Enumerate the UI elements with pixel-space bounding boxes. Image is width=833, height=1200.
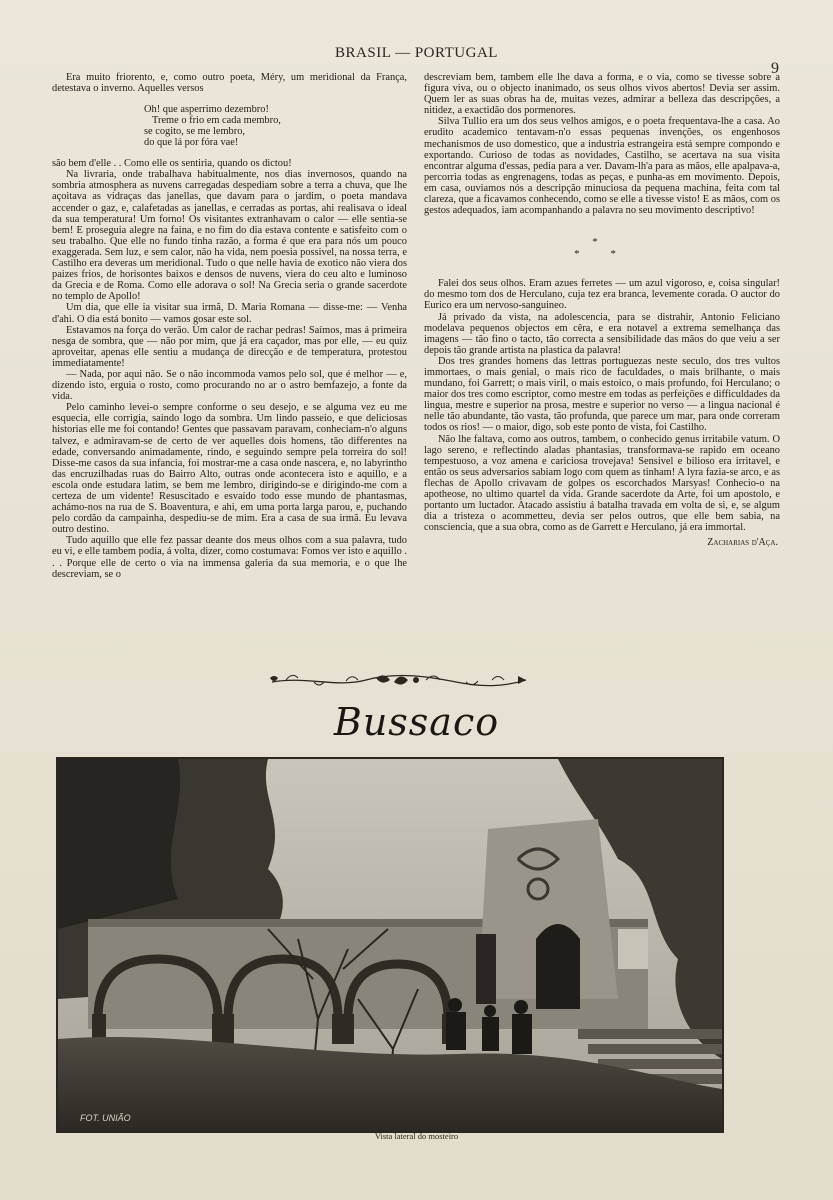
verse-quote bbox=[144, 104, 407, 148]
verse-line: se cogito, se me lembro, bbox=[144, 126, 245, 138]
verse-line: Oh! que asperrimo dezembro! bbox=[144, 104, 269, 116]
photo-caption: Vista lateral do mosteiro bbox=[374, 1131, 459, 1141]
author-signature: Zacharias d'Aça. bbox=[707, 537, 778, 549]
right-column bbox=[424, 72, 780, 548]
body-paragraph: Dos tres grandes homens das lettras portuguezas neste seculo, dos tres vultos immortaes, o mais genial, o mais rico de faculdades, o mais brilhante, o mais mundano, foi Garrett; o mais viril, o mais estoico, o mais profundo, foi Herculano; o maior dos tres como escriptor, como mestre em todas as perfeições e difficuldades da lingua, mestre e superior na prosa, mestre e superior no verso — a lingua nacional é nelle tão abundante, tão vasta, tão profunda, que parece um mar, para onde correram todos os rios! — o maior, digo, sob este ponto de vista, foi Castilho. bbox=[424, 355, 780, 434]
intro-paragraph: Era muito friorento, e, como outro poeta, Méry, um meridional da França, detestava o inverno. Aquelles versos bbox=[52, 72, 407, 95]
body-paragraph: descreviam bem, tambem elle lhe dava a forma, e o via, como se tivesse sobre a figura viva, ou o objecto inanimado, os seus olhos vivos abertos! Devia ser assim. Quem ler as suas obras ha de, muitas vezes, admirar a belleza das descripções, a nitidez, a exactidão dos pormenores. bbox=[424, 72, 780, 117]
photo-engraving bbox=[58, 759, 722, 1131]
body-paragraph: Não lhe faltava, como aos outros, tambem, o conhecido genus irritabile vatum. O lago sereno, e reflectindo aladas phantasias, transformava-se rapido em oceano tempestuoso, a voz amena e cariciosa trovejava! Sensivel e bilioso era irritavel, e então os seus adversarios sabiam logo com quem as tinham! A lyra fazia-se arco, e as flechas de Apollo crivavam de golpes os escorchados Marsyas! Conhecio-o na apotheose, no ultimo quartel da vida. Grande sacerdote da Arte, foi um apostolo, e portanto um luctador. Atacado assistiu á batalha travada em volta de si, e, se algum dia a tristeza o acommetteu, devia ser pelos outros, que elle bem sabia, na consciencia, que a sua obra, como as de Garrett e Herculano, já era immortal. bbox=[424, 433, 780, 534]
photo-credit: FOT. UNIÃO bbox=[80, 1113, 131, 1123]
section-heading: Bussaco bbox=[333, 700, 500, 744]
body-paragraph: Silva Tullio era um dos seus velhos amigos, e o poeta frequentava-lhe a casa. Ao erudito academico tentavam-n'o essas pequenas invenções, os engenhosos mechanismos de uso domestico, que a industria estrangeira está sempre compondo e exportando. Curioso de todas as novidades, Castilho, se acertava na sua visita encontrar alguma d'essas, pedia para a ver. Davam-lh'a para as mãos, elle apalpava-a, percorria todas as engrenagens, todas as peças, e punha-as em movimento. Depois, em casa, ouviamos nós a descripção minuciosa da pequena machina, feita com tal clareza, que a ficavamos conhecendo, como se elle a tivesse visto! E as mãos, com os gestos adequados, iam acompanhando a palavra no seu movimento descriptivo! bbox=[424, 116, 780, 217]
floral-ornament-divider bbox=[266, 668, 532, 694]
body-paragraph: são bem d'elle . . Como elle os sentiria, quando os dictou! bbox=[52, 158, 292, 170]
body-paragraph: Já privado da vista, na adolescencia, para se distrahir, Antonio Feliciano modelava pequenos objectos em cêra, e era notavel a extrema semelhança das imagens — tão fino o tacto, tão correcta a sensibilidade das mãos do que veiu a ser depois tão grande artista na plastica da palavra! bbox=[424, 311, 780, 356]
page-number: 9 bbox=[771, 60, 779, 77]
running-head: BRASIL — PORTUGAL bbox=[335, 45, 498, 61]
section-break-asterism bbox=[424, 236, 780, 260]
asterism-bottom: * * bbox=[574, 248, 630, 261]
body-paragraph: Tudo aquillo que elle fez passar deante dos meus olhos com a sua palavra, tudo eu vi, e elle tambem podia, á volta, dizer, como costumava: Fomos ver isto e aquillo . . . Porque elle de certo o via na immensa galeria da sua memoria, e o que lhe descreviam, se o bbox=[52, 535, 407, 580]
monastery-photograph bbox=[56, 757, 724, 1133]
left-column bbox=[52, 72, 407, 580]
body-paragraph: Estavamos na força do verão. Um calor de rachar pedras! Saímos, mas á primeira nesga de sombra, que — não por mim, que já era caçador, mas por elle, — eu quiz aproveitar, apenas elle sentiu a mudança de direcção e de temperatura, protestou immediatamente! bbox=[52, 324, 407, 369]
asterism-top: * bbox=[592, 236, 612, 249]
vine-ornament-icon bbox=[266, 668, 532, 694]
body-paragraph: Pelo caminho levei-o sempre conforme o seu desejo, e se alguma vez eu me esquecia, elle corrigia, saindo logo da sombra. Um lindo passeio, e que deliciosas historias elle me foi contando! Gentes que passavam paravam, conheciam-n'o alguns talvez, e admiravam-se de certo de ver aquelles dois homens, tão differentes na edade, conversando animadamente, rindo, e seguindo sempre pela torreira do sol! Disse-me casos da sua infancia, foi mostrar-me a casa onde nascera, e, no labyrintho das encruzilhadas ruas do Bairro Alto, outras onde acontecera isto e aquillo, e a escola onde estudara latim, se bem me lembro, dirigindo-se e dirigindo-me com a certeza de um vidente! Resuscitado e esvaído todo esse mundo de phantasmas, achámo-nos na rua de S. Boaventura, e ahi, em uma porta larga parou, e, puchando pelo cordão da campainha, despediu-se de mim. Era a casa de sua irmã. Eu levava outro destino. bbox=[52, 402, 407, 536]
body-paragraph: Na livraria, onde trabalhava habitualmente, nos dias invernosos, quando na sombria atmosphera as nuvens carregadas despediam sobre a terra a chuva, que lhe açoitava as vidraças das janellas, que davam para o jardim, o poeta mandava accender o gaz, e, calafetadas as janellas, e cerradas as portas, ahi realisava o ideal da sua temperatura! Um forno! Os visitantes extranhavam o calor — elle sentia-se bem! E proseguia alegre na faina, e no fim do dia estava contente e satisfeito com o seu trabalho. Que elle no fundo tinha razão, a forma é que era para nós um pouco exaggerada. Sem luz, e sem calor, não ha vida, nem poesia possivel, na nossa terra, e Castilho era deveras um meridional. Tudo o que nelle havia de exotico não viera dos paizes frios, de horisontes baixos e densos de nuvens, viera do ceu alto e luminoso da Grecia e de Roma. Como elle adorava o sol! Na Grecia seria o grande sacerdote no templo de Apollo! bbox=[52, 169, 407, 303]
body-paragraph: — Nada, por aqui não. Se o não incommoda vamos pelo sol, que é melhor — e, dizendo isto, erguia o rosto, como procurando no ar o astro bemfazejo, a fonte da vida. bbox=[52, 368, 407, 403]
body-paragraph: Falei dos seus olhos. Eram azues ferretes — um azul vigoroso, e, coisa singular! do mesmo tom dos de Herculano, cuja tez era branca, levemente corada. O auctor do Eurico era um nervoso-sanguineo. bbox=[424, 278, 780, 312]
verse-line: do que lá por fóra vae! bbox=[144, 137, 239, 149]
verse-line: Treme o frio em cada membro, bbox=[152, 115, 281, 127]
body-paragraph: Um dia, que elle ia visitar sua irmã, D. Maria Romana — disse-me: — Venha d'ahi. O dia está bonito — vamos gosar este sol. bbox=[52, 302, 407, 325]
